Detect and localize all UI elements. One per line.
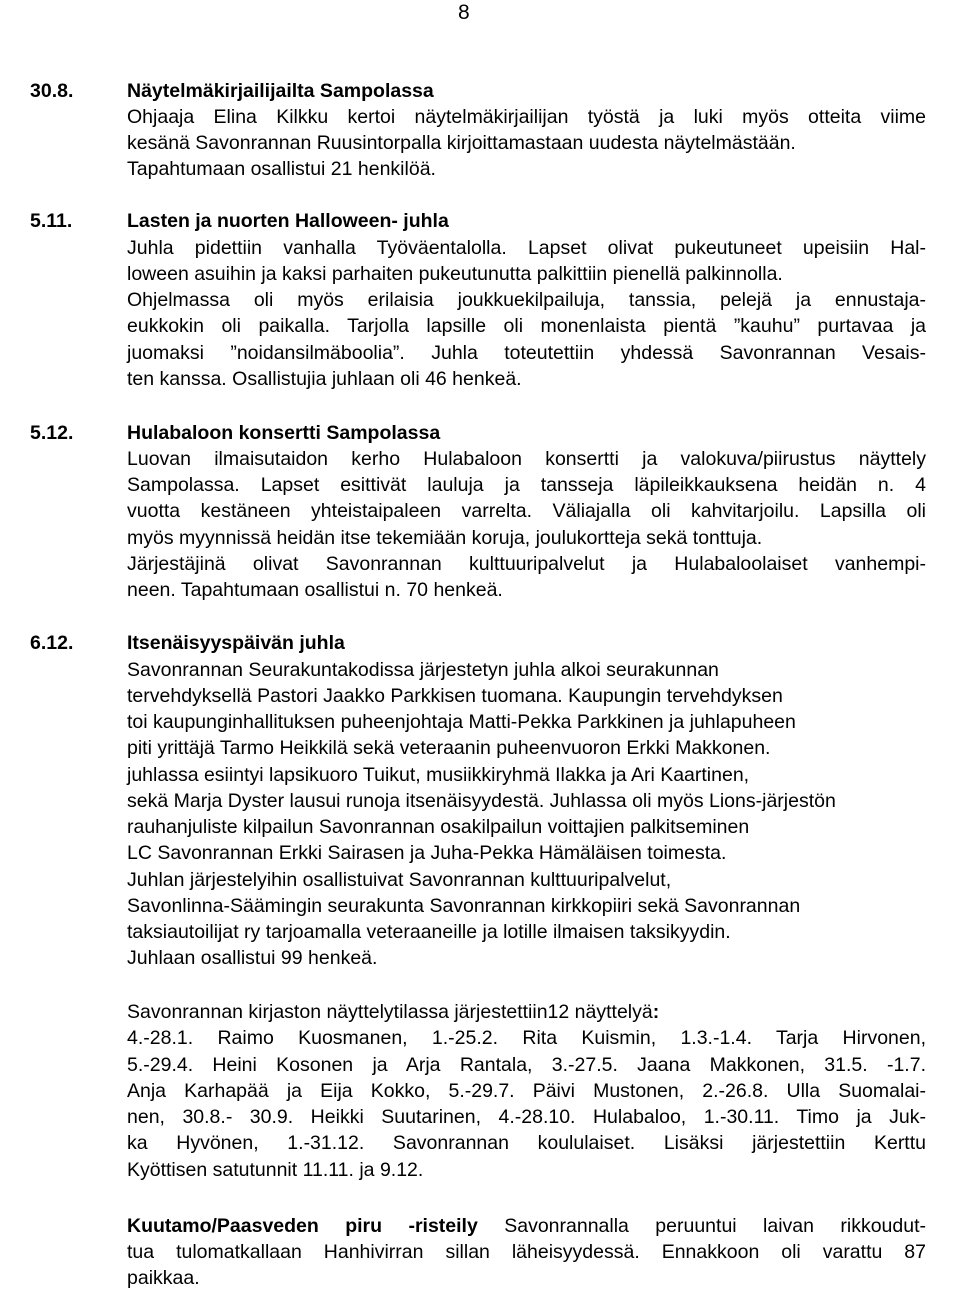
entry-line: eukkokin oli paikalla. Tarjolla lapsille oli monenlaista pientä ”kauhu” purtavaa ja bbox=[127, 315, 926, 337]
cruise-line-rest: Savonrannalla peruuntui laivan rikkoudut- bbox=[477, 1215, 927, 1237]
entry-date: 6.12. bbox=[30, 632, 74, 654]
page-number: 8 bbox=[458, 1, 470, 24]
cruise-line bbox=[127, 1213, 926, 1239]
entry-line: myös myynnissä heidän itse tekemiään koruja, joulukortteja sekä tonttuja. bbox=[127, 527, 763, 549]
entry-line: Ohjelmassa oli myös erilaisia joukkuekilpailuja, tanssia, pelejä ja ennustaja- bbox=[127, 289, 926, 311]
entry-line: Ohjaaja Elina Kilkku kertoi näytelmäkirjailijan työstä ja luki myös otteita viime bbox=[127, 106, 926, 128]
entry-line: vuotta kestäneen yhteistaipaleen varrelta. Väliajalla oli kahvitarjoilu. Lapsilla oli bbox=[127, 500, 926, 522]
entry-title: Lasten ja nuorten Halloween- juhla bbox=[127, 210, 449, 232]
entry-date: 5.12. bbox=[30, 422, 74, 444]
cruise-line: tua tulomatkallaan Hanhivirran sillan läheisyydessä. Ennakkoon oli varattu 87 bbox=[127, 1241, 926, 1263]
entry-line: ten kanssa. Osallistujia juhlaan oli 46 henkeä. bbox=[127, 368, 522, 390]
entry-line: tervehdyksellä Pastori Jaakko Parkkisen tuomana. Kaupungin tervehdyksen bbox=[127, 685, 783, 707]
entry-line: Luovan ilmaisutaidon kerho Hulabaloon konsertti ja valokuva/piirustus näyttely bbox=[127, 448, 926, 470]
exhibitions-line: Kyöttisen satutunnit 11.11. ja 9.12. bbox=[127, 1159, 424, 1181]
entry-line: Järjestäjinä olivat Savonrannan kulttuuripalvelut ja Hulabaloolaiset vanhempi- bbox=[127, 553, 926, 575]
entry-title: Hulabaloon konsertti Sampolassa bbox=[127, 422, 441, 444]
exhibitions-line: 4.-28.1. Raimo Kuosmanen, 1.-25.2. Rita Kuismin, 1.3.-1.4. Tarja Hirvonen, bbox=[127, 1027, 926, 1049]
entry-line: Juhlaan osallistui 99 henkeä. bbox=[127, 947, 378, 969]
exhibitions-line: 5.-29.4. Heini Kosonen ja Arja Rantala, 3.-27.5. Jaana Makkonen, 31.5. -1.7. bbox=[127, 1054, 926, 1076]
exhibitions-intro-text: Savonrannan kirjaston näyttelytilassa järjestettiin12 näyttelyä bbox=[127, 1001, 653, 1023]
exhibitions-line: Anja Karhapää ja Eija Kokko, 5.-29.7. Päivi Mustonen, 2.-26.8. Ulla Suomalai- bbox=[127, 1080, 926, 1102]
entry-line: Savonlinna-Säämingin seurakunta Savonrannan kirkkopiiri sekä Savonrannan bbox=[127, 895, 801, 917]
entry-line: Savonrannan Seurakuntakodissa järjestetyn juhla alkoi seurakunnan bbox=[127, 659, 719, 681]
entry-line: loween asuihin ja kaksi parhaiten pukeutunutta palkittiin pienellä palkinnolla. bbox=[127, 263, 783, 285]
exhibitions-intro-colon: : bbox=[652, 1001, 660, 1023]
entry-line: taksiautoilijat ry tarjoamalla veteraaneille ja lotille ilmaisen taksikyydin. bbox=[127, 921, 731, 943]
entry-line: rauhanjuliste kilpailun Savonrannan osakilpailun voittajien palkitseminen bbox=[127, 816, 750, 838]
entry-date: 5.11. bbox=[30, 210, 73, 232]
entry-line: juomaksi ”noidansilmäboolia”. Juhla toteutettiin yhdessä Savonrannan Vesais- bbox=[127, 342, 926, 364]
entry-line: kesänä Savonrannan Ruusintorpalla kirjoittamastaan uudesta näytelmästään. bbox=[127, 132, 796, 154]
cruise-line: paikkaa. bbox=[127, 1267, 200, 1289]
exhibitions-line: ka Hyvönen, 1.-31.12. Savonrannan koululaiset. Lisäksi järjestettiin Kerttu bbox=[127, 1132, 926, 1154]
entry-line: Tapahtumaan osallistui 21 henkilöä. bbox=[127, 158, 436, 180]
entry-line: Juhla pidettiin vanhalla Työväentalolla. Lapset olivat pukeutuneet upeisiin Hal- bbox=[127, 237, 926, 259]
entry-line: piti yrittäjä Tarmo Heikkilä sekä veteraanin puheenvuoron Erkki Makkonen. bbox=[127, 737, 771, 759]
entry-date: 30.8. bbox=[30, 80, 74, 102]
entry-line: sekä Marja Dyster lausui runoja itsenäisyydestä. Juhlassa oli myös Lions-järjestön bbox=[127, 790, 836, 812]
exhibitions-intro bbox=[127, 999, 659, 1025]
entry-line: LC Savonrannan Erkki Sairasen ja Juha-Pekka Hämäläisen toimesta. bbox=[127, 842, 727, 864]
exhibitions-line: nen, 30.8.- 30.9. Heikki Suutarinen, 4.-28.10. Hulabaloo, 1.-30.11. Timo ja Juk- bbox=[127, 1106, 926, 1128]
entry-title: Itsenäisyyspäivän juhla bbox=[127, 632, 345, 654]
entry-title: Näytelmäkirjailijailta Sampolassa bbox=[127, 80, 434, 102]
cruise-title: Kuutamo/Paasveden piru -risteily bbox=[127, 1215, 478, 1237]
entry-line: Sampolassa. Lapset esittivät lauluja ja tansseja läpileikkauksena heidän n. 4 bbox=[127, 474, 926, 496]
entry-line: toi kaupunginhallituksen puheenjohtaja Matti-Pekka Parkkinen ja juhlapuheen bbox=[127, 711, 796, 733]
entry-line: neen. Tapahtumaan osallistui n. 70 henkeä. bbox=[127, 579, 503, 601]
entry-line: juhlassa esiintyi lapsikuoro Tuikut, musiikkiryhmä Ilakka ja Ari Kaartinen, bbox=[127, 764, 750, 786]
entry-line: Juhlan järjestelyihin osallistuivat Savonrannan kulttuuripalvelut, bbox=[127, 869, 672, 891]
